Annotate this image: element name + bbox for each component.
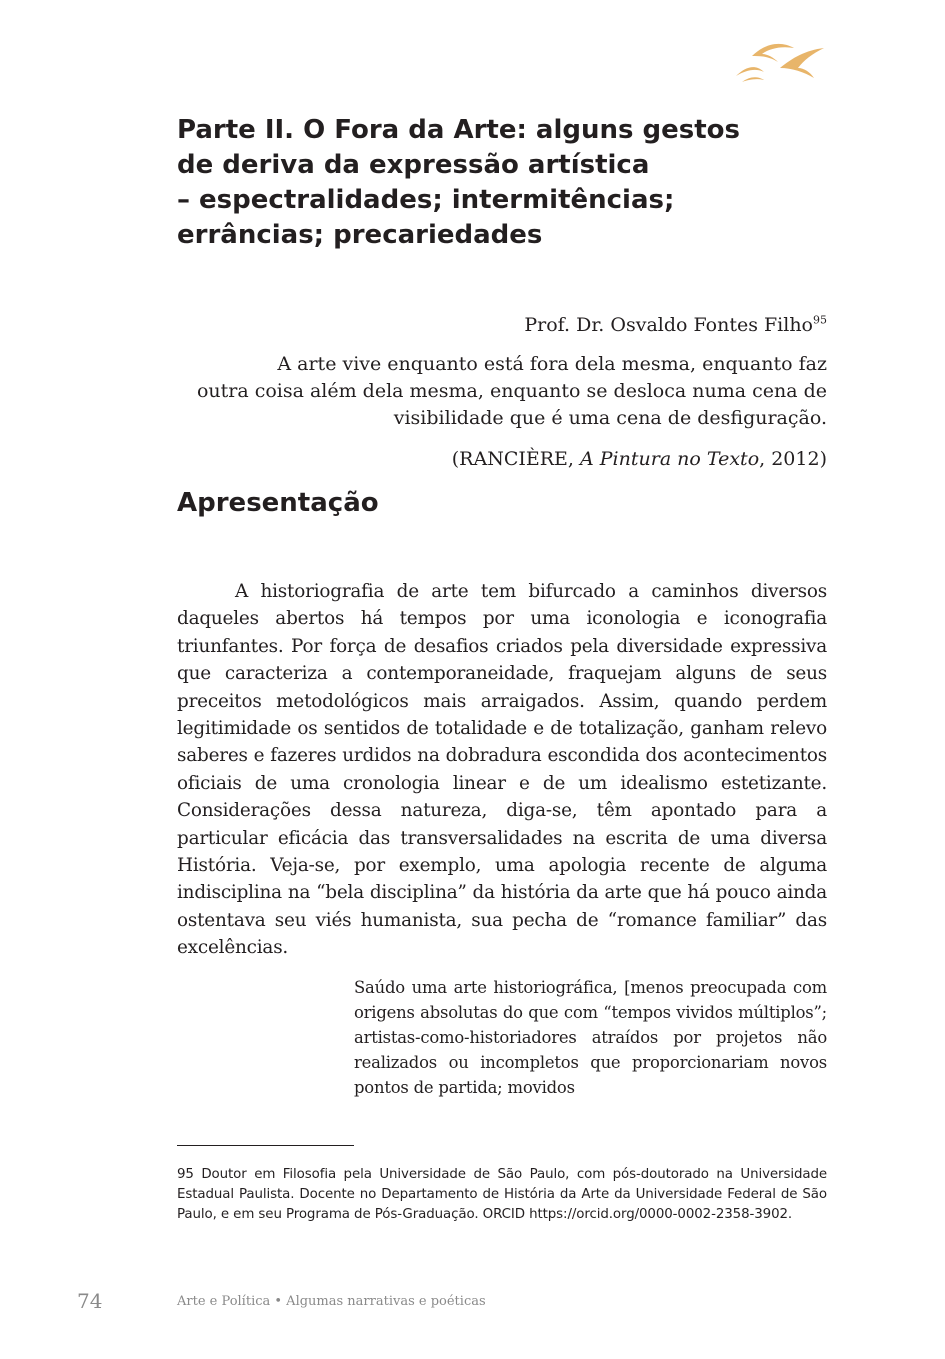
flying-birds-icon [734,38,828,86]
citation-title: A Pintura no Texto [580,448,760,470]
epigraph-line: visibilidade que é uma cena de desfiguração. [393,407,827,429]
chapter-title-line: de deriva da expressão artística [177,150,650,180]
epigraph-line: outra coisa além dela mesma, enquanto se desloca numa cena de [196,380,827,402]
author-name: Prof. Dr. Osvaldo Fontes Filho [524,314,813,336]
author-line [524,312,827,338]
epigraph-citation [177,446,827,473]
footnote-divider [177,1145,354,1146]
epigraph [177,351,827,432]
citation-suffix: , 2012) [759,448,827,470]
body-paragraph: A historiografia de arte tem bifurcado a caminhos diversos daqueles abertos há tempos por uma iconologia e iconografia triunfantes. Por força de desafios criados pela diversidade expressiva que caracteriza a contemporaneidade, fraquejam alguns de seus preceitos metodológicos mais arraigados. Assim, quando perdem legitimidade os sentidos de totalidade e de totalização, ganham relevo saberes e fazeres urdidos na dobradura escondida dos acontecimentos oficiais de uma cronologia linear e de um idealismo estetizante. Considerações dessa natureza, diga-se, têm apontado para a particular eficácia das transversalidades na escrita de uma diversa História. Veja-se, por exemplo, uma apologia recente de alguma indisciplina na “bela disciplina” da história da arte que há pouco ainda ostentava seu viés humanista, sua pecha de “romance familiar” das excelências. [177,581,827,959]
footnote: 95 Doutor em Filosofia pela Universidade de São Paulo, com pós-doutorado na Universidade Estadual Paulista. Docente no Departamento de História da Arte da Universidade Federal de São Paulo, e em seu Programa de Pós-Graduação. ORCID https://orcid.org/0000-0002-2358-3902. [177,1167,827,1222]
section-heading: Apresentação [177,488,379,518]
chapter-title [177,113,827,253]
citation-prefix: (RANCIÈRE, [451,448,580,470]
footnote-reference[interactable]: 95 [813,313,827,327]
chapter-title-line: – espectralidades; intermitências; [177,185,675,215]
running-footer: Arte e Política • Algumas narrativas e poéticas [177,1294,486,1309]
page-number: 74 [77,1289,103,1313]
epigraph-line: A arte vive enquanto está fora dela mesma, enquanto faz [277,353,827,375]
chapter-title-line: errâncias; precariedades [177,220,543,250]
block-quote: Saúdo uma arte historiográfica, [menos preocupada com origens absolutas do que com “tempos vividos múltiplos”; artistas-como-historiadores atraídos por projetos não realizados ou incompletos que proporcionariam novos pontos de partida; movidos [354,978,827,1097]
chapter-title-line: Parte II. O Fora da Arte: alguns gestos [177,115,741,145]
